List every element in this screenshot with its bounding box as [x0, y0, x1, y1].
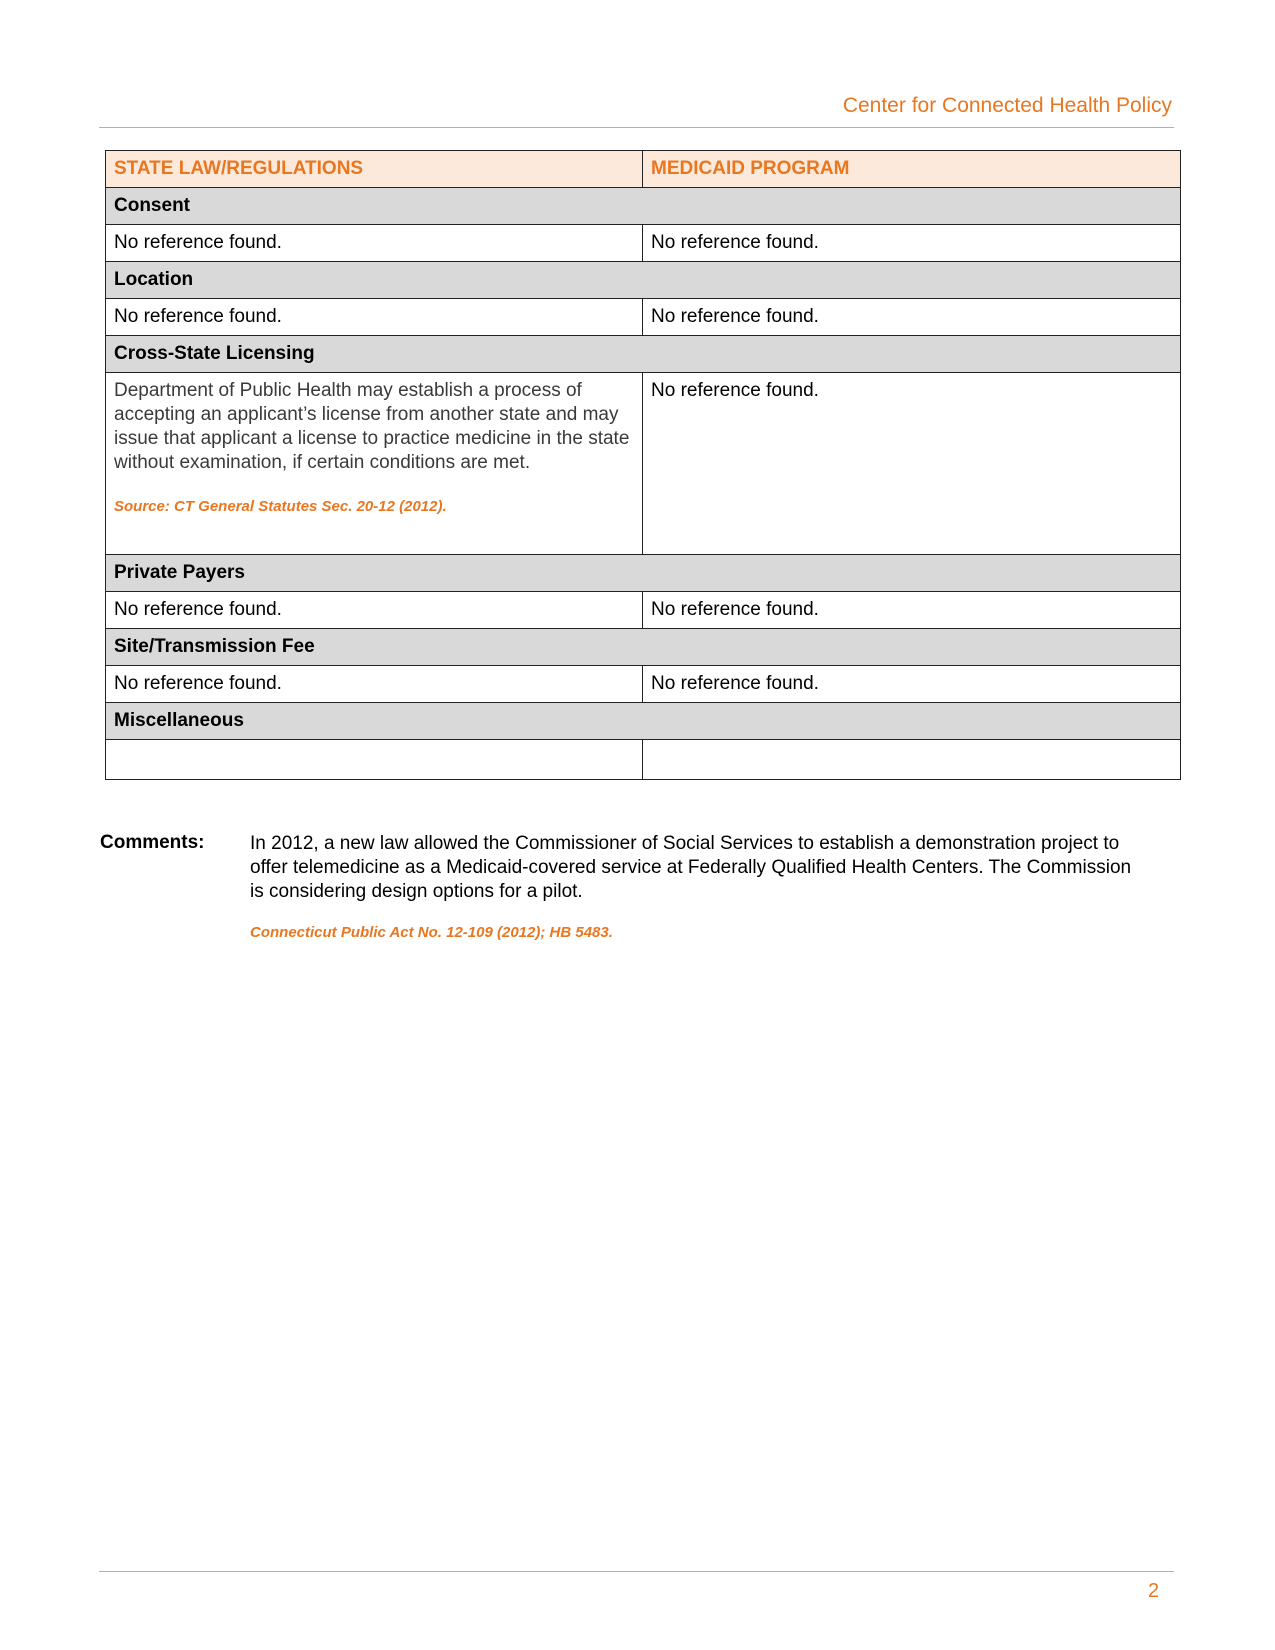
table-row	[106, 740, 1181, 780]
comments-source-citation: Connecticut Public Act No. 12-109 (2012); HB 5483.	[250, 924, 613, 941]
state-law-cell	[106, 740, 643, 780]
section-row-consent	[106, 188, 1181, 225]
table-row	[106, 666, 1181, 703]
organization-header: Center for Connected Health Policy	[842, 94, 1172, 117]
section-row-site-transmission-fee	[106, 629, 1181, 666]
state-law-cell: No reference found.	[106, 299, 643, 336]
section-title: Consent	[106, 188, 1181, 225]
section-title: Cross-State Licensing	[106, 336, 1181, 373]
table-row	[106, 373, 1181, 555]
comments-text: In 2012, a new law allowed the Commissioner of Social Services to establish a demonstration project to offer telemedicine as a Medicaid-covered service at Federally Qualified Health Centers. The Commission is considering design options for a pilot.	[250, 833, 1132, 902]
medicaid-cell: No reference found.	[643, 225, 1181, 262]
comments-label: Comments:	[100, 832, 205, 853]
section-row-location	[106, 262, 1181, 299]
source-citation: Source: CT General Statutes Sec. 20-12 (2012).	[114, 498, 447, 515]
medicaid-cell: No reference found.	[643, 592, 1181, 629]
state-law-cell: No reference found.	[106, 225, 643, 262]
header-divider	[99, 127, 1174, 128]
section-row-cross-state-licensing	[106, 336, 1181, 373]
section-title: Site/Transmission Fee	[106, 629, 1181, 666]
medicaid-cell: No reference found.	[643, 299, 1181, 336]
section-title: Location	[106, 262, 1181, 299]
page-number: 2	[1148, 1580, 1160, 1602]
footer-divider	[99, 1571, 1174, 1572]
column-header-medicaid: MEDICAID PROGRAM	[643, 151, 1181, 188]
section-row-private-payers	[106, 555, 1181, 592]
state-law-cell: No reference found.	[106, 666, 643, 703]
comments-body	[250, 832, 1150, 945]
section-title: Private Payers	[106, 555, 1181, 592]
table-row	[106, 299, 1181, 336]
table-row	[106, 225, 1181, 262]
policy-table	[105, 150, 1181, 780]
medicaid-cell: No reference found.	[643, 666, 1181, 703]
state-law-cell	[106, 373, 643, 555]
state-law-cell: No reference found.	[106, 592, 643, 629]
medicaid-cell: No reference found.	[643, 373, 1181, 555]
section-row-miscellaneous	[106, 703, 1181, 740]
state-law-text: Department of Public Health may establish a process of accepting an applicant’s license from another state and may issue that applicant a license to practice medicine in the state without examination, if certain conditions are met.	[114, 380, 630, 473]
table-row	[106, 592, 1181, 629]
table-header-row	[106, 151, 1181, 188]
section-title: Miscellaneous	[106, 703, 1181, 740]
column-header-state-law: STATE LAW/REGULATIONS	[106, 151, 643, 188]
medicaid-cell	[643, 740, 1181, 780]
